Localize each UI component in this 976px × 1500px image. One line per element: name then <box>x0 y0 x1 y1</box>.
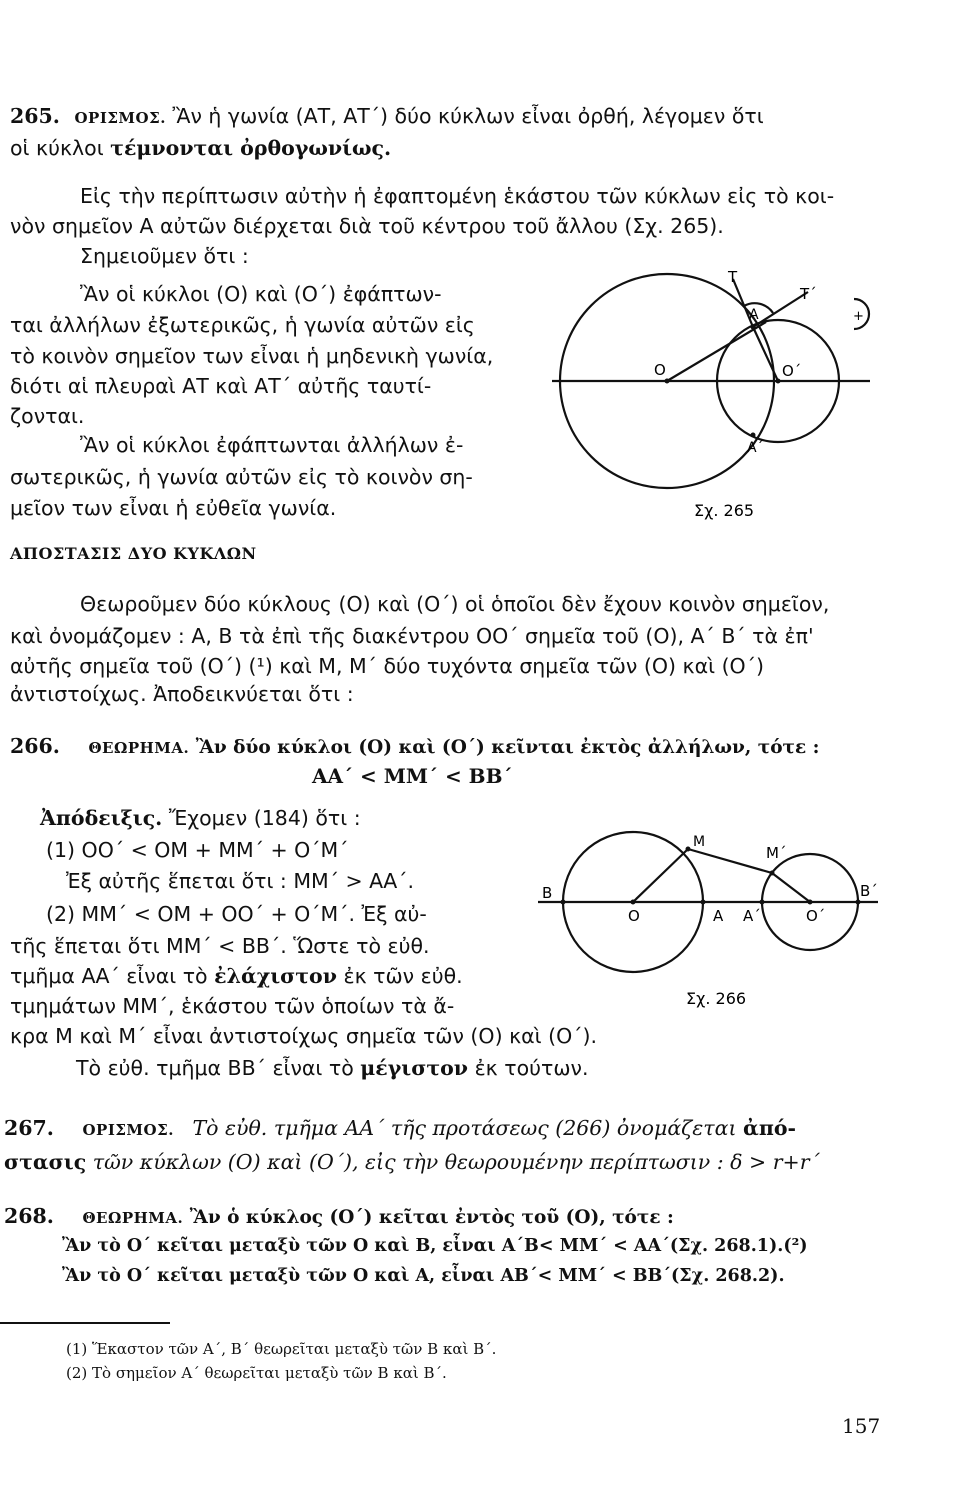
figure-265 <box>548 262 878 532</box>
paragraph: αὐτῆς σημεῖα τοῦ (Ο΄) (¹) καὶ Μ, Μ΄ δύο τυχόντα σημεῖα τῶν (Ο) καὶ (Ο΄) <box>10 654 764 678</box>
page-number: 157 <box>842 1414 881 1438</box>
paragraph: Εἰς τὴν περίπτωσιν αὐτὴν ἡ ἐφαπτομένη ἑκάστου τῶν κύκλων εἰς τὸ κοι- <box>80 184 835 208</box>
label-a-prime: A΄ <box>743 907 761 925</box>
paragraph: ται ἀλλήλων ἐξωτερικῶς, ἡ γωνία αὐτῶν εἰς <box>10 313 475 337</box>
radius-oa <box>667 322 766 381</box>
paragraph: διότι αἱ πλευραὶ ΑΤ καὶ ΑΤ΄ αὐτῆς ταυτί- <box>10 374 432 398</box>
theorem-case-2: Ἂν τὸ Ο΄ κεῖται μεταξὺ τῶν Ο καὶ Α, εἶναι ΑΒ΄< ΜΜ΄ < ΒΒ΄(Σχ. 268.2). <box>62 1266 785 1286</box>
emphasis-max: μέγιστον <box>360 1056 469 1080</box>
label-b-prime: B΄ <box>860 882 878 900</box>
paragraph: καὶ ὀνομάζομεν : Α, Β τὰ ἐπὶ τῆς διακέντρου ΟΟ΄ σημεῖα τοῦ (Ο), Α΄ Β΄ τὰ ἐπ' <box>10 624 814 648</box>
paragraph: Ἂν οἱ κύκλοι (Ο) καὶ (Ο΄) ἐφάπτων- <box>80 282 442 306</box>
proof-text: (1) ΟΟ΄ < ΟΜ + ΜΜ΄ + Ο΄Μ΄ <box>46 838 349 862</box>
radius-om <box>633 849 688 902</box>
figure-266 <box>536 826 886 1016</box>
label-m: M <box>693 834 706 850</box>
paragraph: τὸ κοινὸν σημεῖον των εἶναι ἡ μηδενικὴ γωνία, <box>10 344 494 368</box>
section-267-line1 <box>4 1116 796 1140</box>
figure-caption: Σχ. 265 <box>694 501 755 520</box>
paragraph: σωτερικῶς, ἡ γωνία αὐτῶν εἰς τὸ κοινὸν ση- <box>10 465 473 489</box>
label-m-prime: M΄ <box>766 844 787 862</box>
point-o-prime <box>808 900 813 905</box>
footnote-divider <box>0 1322 170 1324</box>
point-a-prime <box>751 433 756 438</box>
proof-text: τῆς ἕπεται ὅτι ΜΜ΄ < ΒΒ΄. Ὥστε τὸ εὐθ. <box>10 934 430 958</box>
definition-text: Ἂν ἡ γωνία (ΑΤ, ΑΤ΄) δύο κύκλων εἶναι ὀρθή, λέγομεν ὅτι <box>172 104 764 128</box>
theorem-label: ΘΕΩΡΗΜΑ. <box>88 739 190 757</box>
label-o-prime: O΄ <box>782 362 802 380</box>
proof-text: Ἐξ αὐτῆς ἕπεται ὅτι : ΜΜ΄ > ΑΑ΄. <box>66 869 414 893</box>
figure-caption: Σχ. 266 <box>686 989 747 1008</box>
emphasis-min: ἐλάχιστον <box>214 964 337 988</box>
point-m <box>686 847 691 852</box>
proof-text: ἐκ τῶν εὐθ. <box>343 964 463 988</box>
defined-term: στασις <box>4 1150 87 1174</box>
point-a <box>701 900 706 905</box>
definition-text: τῶν κύκλων (Ο) καὶ (Ο΄), εἰς τὴν θεωρουμένην περίπτωσιν : δ > r+r΄ <box>92 1150 820 1174</box>
proof-text: ἐκ τούτων. <box>474 1056 589 1080</box>
radius-o-prime-m-prime <box>772 873 810 902</box>
label-o: O <box>654 361 666 379</box>
section-heading: ΑΠΟΣΤΑΣΙΣ ΔΥΟ ΚΥΚΛΩΝ <box>10 544 257 563</box>
point-a <box>751 325 756 330</box>
label-b: B <box>542 884 553 902</box>
section-265-line1 <box>10 104 764 128</box>
proof-text: τμημάτων ΜΜ΄, ἑκάστου τῶν ὁποίων τὰ ἄ- <box>10 994 455 1018</box>
proof-line6 <box>10 964 463 988</box>
theorem-case-1: Ἂν τὸ Ο΄ κεῖται μεταξὺ τῶν Ο καὶ Β, εἶναι Α΄Β< ΜΜ΄ < ΑΑ΄(Σχ. 268.1).(²) <box>62 1236 808 1256</box>
section-number: 265. <box>10 104 60 128</box>
defined-term: ἀπό- <box>743 1116 797 1140</box>
theorem-label: ΘΕΩΡΗΜΑ. <box>82 1209 184 1227</box>
paragraph: Σημειοῦμεν ὅτι : <box>80 244 249 268</box>
section-number: 268. <box>4 1204 54 1228</box>
paragraph: νὸν σημεῖον Α αὐτῶν διέρχεται διὰ τοῦ κέντρου τοῦ ἄλλου (Σχ. 265). <box>10 214 724 238</box>
paragraph: ζονται. <box>10 404 85 428</box>
proof-text: τμῆμα ΑΑ΄ εἶναι τὸ <box>10 964 208 988</box>
label-a: A <box>749 307 759 323</box>
footnote-2: (2) Τὸ σημεῖον Α΄ θεωρεῖται μεταξὺ τῶν Β καὶ Β΄. <box>66 1364 447 1382</box>
point-m-prime <box>770 871 775 876</box>
definition-label: ΟΡΙΣΜΟΣ. <box>74 109 166 127</box>
proof-text: Ἔχομεν (184) ὅτι : <box>168 806 361 830</box>
defined-term: τέμνονται ὀρθογωνίως. <box>110 136 392 160</box>
label-o-prime: O΄ <box>806 907 826 925</box>
proof-label: Ἀπόδειξις. <box>40 806 163 830</box>
definition-text: οἱ κύκλοι <box>10 136 104 160</box>
proof-text: Τὸ εὐθ. τμῆμα ΒΒ΄ εἶναι τὸ <box>76 1056 354 1080</box>
label-a-prime: A΄ <box>747 440 764 456</box>
proof-text: κρα Μ καὶ Μ΄ εἶναι ἀντιστοίχως σημεῖα τῶν (Ο) καὶ (Ο΄). <box>10 1024 598 1048</box>
definition-label: ΟΡΙΣΜΟΣ. <box>82 1121 174 1139</box>
theorem-formula: ΑΑ΄ < ΜΜ΄ < ΒΒ΄ <box>312 764 513 788</box>
point-o-prime <box>776 379 781 384</box>
point-o <box>665 379 670 384</box>
section-267-line2 <box>4 1150 820 1174</box>
label-t-prime: T΄ <box>800 285 817 303</box>
proof-text: (2) ΜΜ΄ < ΟΜ + ΟΟ΄ + Ο΄Μ΄. Ἐξ αὐ- <box>46 902 427 926</box>
section-number: 267. <box>4 1116 54 1140</box>
point-a-prime <box>760 900 765 905</box>
paragraph: ἀντιστοίχως. Ἀποδεικνύεται ὅτι : <box>10 682 354 706</box>
theorem-statement: Ἂν ὁ κύκλος (Ο΄) κεῖται ἐντὸς τοῦ (Ο), τότε : <box>189 1207 674 1228</box>
point-o <box>631 900 636 905</box>
paragraph: μεῖον των εἶναι ἡ εὐθεῖα γωνία. <box>10 496 337 520</box>
label-t: T <box>728 268 738 286</box>
point-b <box>561 900 566 905</box>
label-a: A <box>713 907 724 925</box>
section-number: 266. <box>10 734 60 758</box>
label-o: O <box>628 907 640 925</box>
proof-line1 <box>40 806 361 830</box>
section-265-line2 <box>10 136 391 160</box>
definition-text: Τὸ εὐθ. τμῆμα ΑΑ΄ τῆς προτάσεως (266) ὀνομάζεται <box>192 1116 737 1140</box>
label-plus: + <box>853 309 864 324</box>
section-266-line1 <box>10 734 820 758</box>
section-268-line1 <box>4 1204 674 1228</box>
paragraph: Θεωροῦμεν δύο κύκλους (Ο) καὶ (Ο΄) οἱ ὁποῖοι δὲν ἔχουν κοινὸν σημεῖον, <box>80 592 830 616</box>
radius-o-prime-a <box>753 327 778 381</box>
paragraph: Ἂν οἱ κύκλοι ἐφάπτωνται ἀλλήλων ἐ- <box>80 433 464 457</box>
proof-line9 <box>76 1056 588 1080</box>
footnote-1: (1) Ἕκαστον τῶν Α΄, Β΄ θεωρεῖται μεταξὺ τῶν Β καὶ Β΄. <box>66 1340 497 1358</box>
segment-mm-prime <box>688 849 772 873</box>
theorem-statement: Ἂν δύο κύκλοι (Ο) καὶ (Ο΄) κεῖνται ἐκτὸς ἀλλήλων, τότε : <box>195 737 820 758</box>
point-b-prime <box>856 900 861 905</box>
